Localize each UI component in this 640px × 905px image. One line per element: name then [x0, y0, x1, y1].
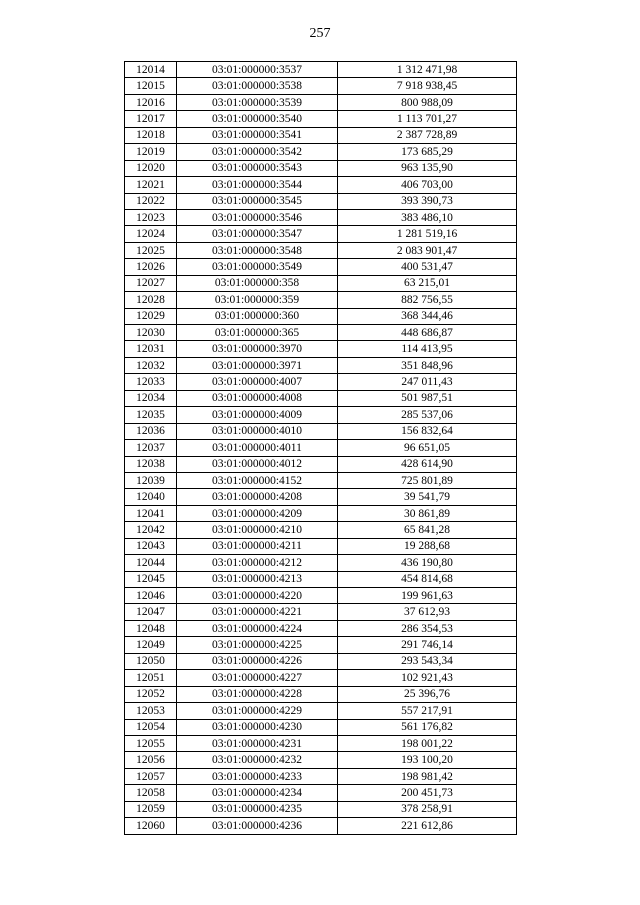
cadastral-number-cell: 03:01:000000:358 [177, 275, 338, 291]
value-cell: 725 801,89 [338, 472, 517, 488]
value-cell: 436 190,80 [338, 555, 517, 571]
value-cell: 30 861,89 [338, 505, 517, 521]
value-cell: 393 390,73 [338, 193, 517, 209]
table-row [125, 62, 517, 78]
row-number-cell: 12034 [125, 390, 177, 406]
cadastral-number-cell: 03:01:000000:3545 [177, 193, 338, 209]
row-number-cell: 12028 [125, 292, 177, 308]
value-cell: 102 921,43 [338, 670, 517, 686]
row-number-cell: 12050 [125, 653, 177, 669]
cadastral-number-cell: 03:01:000000:3544 [177, 177, 338, 193]
cadastral-number-cell: 03:01:000000:4011 [177, 440, 338, 456]
table-row [125, 768, 517, 784]
row-number-cell: 12058 [125, 785, 177, 801]
table-row [125, 670, 517, 686]
row-number-cell: 12045 [125, 571, 177, 587]
cadastral-number-cell: 03:01:000000:4236 [177, 818, 338, 834]
value-cell: 800 988,09 [338, 94, 517, 110]
value-cell: 221 612,86 [338, 818, 517, 834]
cadastral-number-cell: 03:01:000000:4152 [177, 472, 338, 488]
table-row [125, 78, 517, 94]
value-cell: 291 746,14 [338, 637, 517, 653]
table-row [125, 325, 517, 341]
cadastral-number-cell: 03:01:000000:3541 [177, 127, 338, 143]
value-cell: 156 832,64 [338, 423, 517, 439]
row-number-cell: 12055 [125, 735, 177, 751]
value-cell: 7 918 938,45 [338, 78, 517, 94]
row-number-cell: 12051 [125, 670, 177, 686]
cadastral-number-cell: 03:01:000000:4235 [177, 801, 338, 817]
table-row [125, 144, 517, 160]
row-number-cell: 12046 [125, 588, 177, 604]
table-row [125, 374, 517, 390]
row-number-cell: 12052 [125, 686, 177, 702]
row-number-cell: 12023 [125, 209, 177, 225]
row-number-cell: 12040 [125, 489, 177, 505]
table-row [125, 604, 517, 620]
table-row [125, 456, 517, 472]
cadastral-number-cell: 03:01:000000:4212 [177, 555, 338, 571]
cadastral-number-cell: 03:01:000000:3547 [177, 226, 338, 242]
row-number-cell: 12035 [125, 407, 177, 423]
value-cell: 247 011,43 [338, 374, 517, 390]
cadastral-number-cell: 03:01:000000:4209 [177, 505, 338, 521]
table-row [125, 719, 517, 735]
table-row [125, 127, 517, 143]
value-cell: 400 531,47 [338, 259, 517, 275]
cadastral-number-cell: 03:01:000000:4224 [177, 620, 338, 636]
cadastral-number-cell: 03:01:000000:4227 [177, 670, 338, 686]
page-number: 257 [309, 26, 331, 41]
table-row [125, 703, 517, 719]
cadastral-number-cell: 03:01:000000:4228 [177, 686, 338, 702]
value-cell: 19 288,68 [338, 538, 517, 554]
value-cell: 199 961,63 [338, 588, 517, 604]
row-number-cell: 12027 [125, 275, 177, 291]
value-cell: 2 387 728,89 [338, 127, 517, 143]
table-row [125, 94, 517, 110]
value-cell: 173 685,29 [338, 144, 517, 160]
row-number-cell: 12021 [125, 177, 177, 193]
table-row [125, 571, 517, 587]
cadastral-number-cell: 03:01:000000:4232 [177, 752, 338, 768]
row-number-cell: 12033 [125, 374, 177, 390]
value-cell: 193 100,20 [338, 752, 517, 768]
row-number-cell: 12057 [125, 768, 177, 784]
row-number-cell: 12042 [125, 522, 177, 538]
table-row [125, 177, 517, 193]
row-number-cell: 12024 [125, 226, 177, 242]
row-number-cell: 12041 [125, 505, 177, 521]
row-number-cell: 12026 [125, 259, 177, 275]
table-row [125, 292, 517, 308]
cadastral-number-cell: 03:01:000000:3548 [177, 242, 338, 258]
value-cell: 285 537,06 [338, 407, 517, 423]
table-row [125, 275, 517, 291]
cadastral-number-cell: 03:01:000000:4230 [177, 719, 338, 735]
table-row [125, 440, 517, 456]
table-row [125, 160, 517, 176]
value-cell: 378 258,91 [338, 801, 517, 817]
registry-table [124, 61, 517, 835]
value-cell: 557 217,91 [338, 703, 517, 719]
table-row [125, 620, 517, 636]
value-cell: 351 848,96 [338, 357, 517, 373]
row-number-cell: 12059 [125, 801, 177, 817]
cadastral-number-cell: 03:01:000000:3970 [177, 341, 338, 357]
cadastral-number-cell: 03:01:000000:3540 [177, 111, 338, 127]
cadastral-number-cell: 03:01:000000:4220 [177, 588, 338, 604]
row-number-cell: 12022 [125, 193, 177, 209]
value-cell: 96 651,05 [338, 440, 517, 456]
table-row [125, 653, 517, 669]
value-cell: 406 703,00 [338, 177, 517, 193]
row-number-cell: 12036 [125, 423, 177, 439]
cadastral-number-cell: 03:01:000000:4229 [177, 703, 338, 719]
value-cell: 454 814,68 [338, 571, 517, 587]
row-number-cell: 12030 [125, 325, 177, 341]
row-number-cell: 12038 [125, 456, 177, 472]
value-cell: 198 981,42 [338, 768, 517, 784]
row-number-cell: 12037 [125, 440, 177, 456]
table-row [125, 555, 517, 571]
value-cell: 114 413,95 [338, 341, 517, 357]
value-cell: 1 312 471,98 [338, 62, 517, 78]
row-number-cell: 12017 [125, 111, 177, 127]
cadastral-number-cell: 03:01:000000:359 [177, 292, 338, 308]
row-number-cell: 12031 [125, 341, 177, 357]
value-cell: 1 113 701,27 [338, 111, 517, 127]
cadastral-number-cell: 03:01:000000:3538 [177, 78, 338, 94]
table-row [125, 407, 517, 423]
table-row [125, 522, 517, 538]
cadastral-number-cell: 03:01:000000:4210 [177, 522, 338, 538]
table-row [125, 242, 517, 258]
row-number-cell: 12039 [125, 472, 177, 488]
cadastral-number-cell: 03:01:000000:4233 [177, 768, 338, 784]
value-cell: 368 344,46 [338, 308, 517, 324]
table-row [125, 686, 517, 702]
cadastral-number-cell: 03:01:000000:4231 [177, 735, 338, 751]
row-number-cell: 12053 [125, 703, 177, 719]
cadastral-number-cell: 03:01:000000:3542 [177, 144, 338, 160]
value-cell: 63 215,01 [338, 275, 517, 291]
row-number-cell: 12047 [125, 604, 177, 620]
value-cell: 1 281 519,16 [338, 226, 517, 242]
cadastral-number-cell: 03:01:000000:365 [177, 325, 338, 341]
value-cell: 383 486,10 [338, 209, 517, 225]
cadastral-number-cell: 03:01:000000:4208 [177, 489, 338, 505]
value-cell: 561 176,82 [338, 719, 517, 735]
row-number-cell: 12015 [125, 78, 177, 94]
value-cell: 200 451,73 [338, 785, 517, 801]
row-number-cell: 12044 [125, 555, 177, 571]
table-row [125, 341, 517, 357]
value-cell: 39 541,79 [338, 489, 517, 505]
row-number-cell: 12014 [125, 62, 177, 78]
cadastral-number-cell: 03:01:000000:4226 [177, 653, 338, 669]
cadastral-number-cell: 03:01:000000:4211 [177, 538, 338, 554]
cadastral-number-cell: 03:01:000000:4007 [177, 374, 338, 390]
cadastral-number-cell: 03:01:000000:3537 [177, 62, 338, 78]
cadastral-number-cell: 03:01:000000:360 [177, 308, 338, 324]
cadastral-number-cell: 03:01:000000:3546 [177, 209, 338, 225]
table-row [125, 308, 517, 324]
value-cell: 2 083 901,47 [338, 242, 517, 258]
value-cell: 501 987,51 [338, 390, 517, 406]
table-row [125, 801, 517, 817]
table-row [125, 785, 517, 801]
table-row [125, 390, 517, 406]
cadastral-number-cell: 03:01:000000:3971 [177, 357, 338, 373]
row-number-cell: 12048 [125, 620, 177, 636]
table-row [125, 752, 517, 768]
row-number-cell: 12029 [125, 308, 177, 324]
value-cell: 37 612,93 [338, 604, 517, 620]
value-cell: 882 756,55 [338, 292, 517, 308]
value-cell: 65 841,28 [338, 522, 517, 538]
table-row [125, 111, 517, 127]
cadastral-number-cell: 03:01:000000:4213 [177, 571, 338, 587]
table-row [125, 423, 517, 439]
table-row [125, 489, 517, 505]
cadastral-number-cell: 03:01:000000:4010 [177, 423, 338, 439]
table-row [125, 209, 517, 225]
table-row [125, 357, 517, 373]
table-row [125, 193, 517, 209]
value-cell: 286 354,53 [338, 620, 517, 636]
row-number-cell: 12043 [125, 538, 177, 554]
cadastral-number-cell: 03:01:000000:4221 [177, 604, 338, 620]
row-number-cell: 12019 [125, 144, 177, 160]
table-row [125, 818, 517, 834]
registry-table-body [125, 62, 517, 835]
row-number-cell: 12018 [125, 127, 177, 143]
row-number-cell: 12020 [125, 160, 177, 176]
table-row [125, 538, 517, 554]
row-number-cell: 12016 [125, 94, 177, 110]
cadastral-number-cell: 03:01:000000:4009 [177, 407, 338, 423]
value-cell: 448 686,87 [338, 325, 517, 341]
cadastral-number-cell: 03:01:000000:3549 [177, 259, 338, 275]
cadastral-number-cell: 03:01:000000:4012 [177, 456, 338, 472]
value-cell: 963 135,90 [338, 160, 517, 176]
row-number-cell: 12049 [125, 637, 177, 653]
row-number-cell: 12025 [125, 242, 177, 258]
value-cell: 428 614,90 [338, 456, 517, 472]
table-row [125, 505, 517, 521]
cadastral-number-cell: 03:01:000000:3543 [177, 160, 338, 176]
cadastral-number-cell: 03:01:000000:3539 [177, 94, 338, 110]
value-cell: 25 396,76 [338, 686, 517, 702]
table-row [125, 637, 517, 653]
table-row [125, 226, 517, 242]
row-number-cell: 12056 [125, 752, 177, 768]
table-row [125, 472, 517, 488]
row-number-cell: 12060 [125, 818, 177, 834]
row-number-cell: 12032 [125, 357, 177, 373]
table-row [125, 588, 517, 604]
cadastral-number-cell: 03:01:000000:4234 [177, 785, 338, 801]
value-cell: 293 543,34 [338, 653, 517, 669]
table-row [125, 259, 517, 275]
row-number-cell: 12054 [125, 719, 177, 735]
cadastral-number-cell: 03:01:000000:4225 [177, 637, 338, 653]
table-row [125, 735, 517, 751]
value-cell: 198 001,22 [338, 735, 517, 751]
cadastral-number-cell: 03:01:000000:4008 [177, 390, 338, 406]
